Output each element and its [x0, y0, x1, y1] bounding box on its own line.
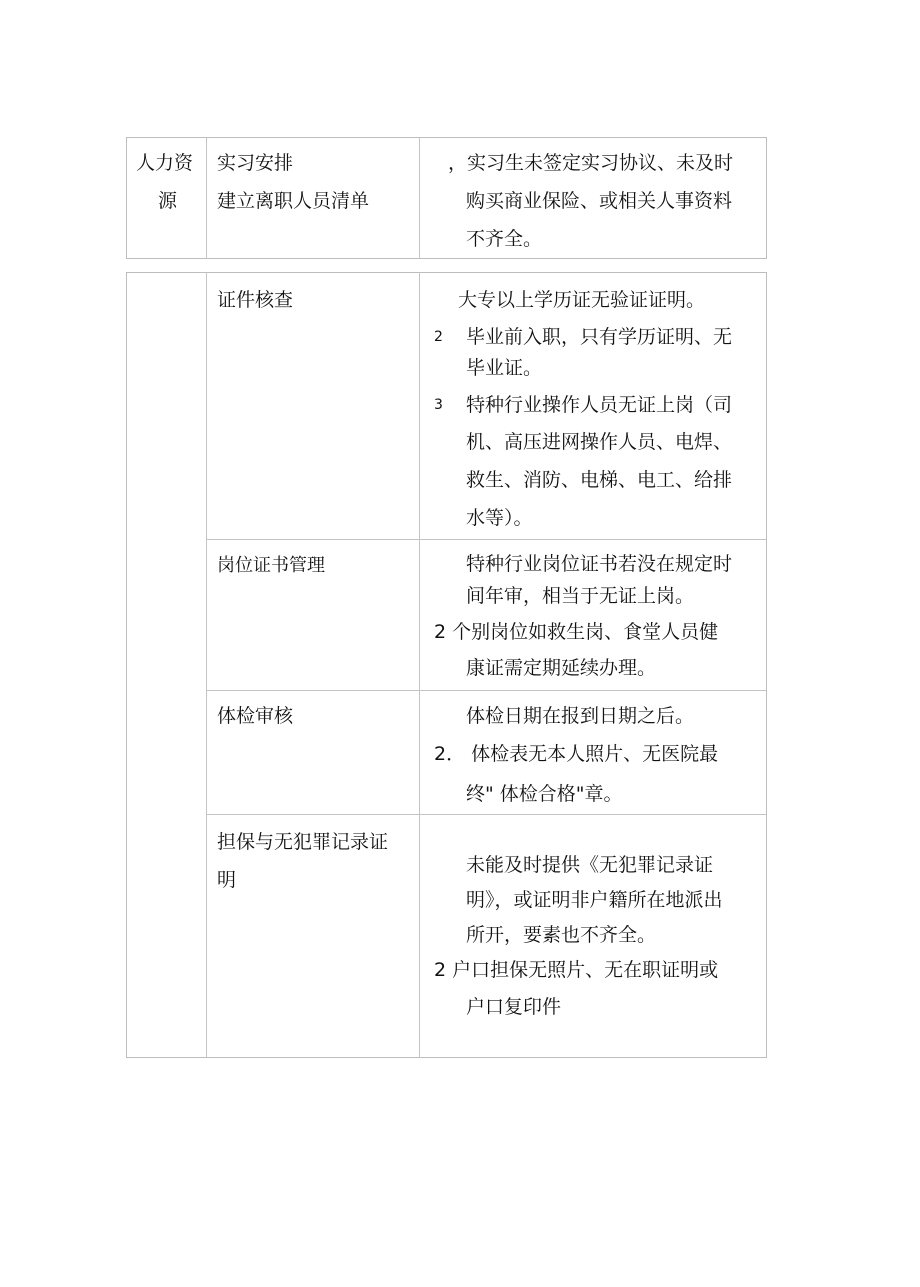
table-main-divider-2 [419, 272, 420, 1058]
risk-text-line: ，实习生未签定实习协议、未及时 [448, 152, 734, 174]
row-separator [206, 539, 766, 540]
risk-text-line: 毕业前入职，只有学历证明、无 [466, 326, 733, 348]
table-top-divider-1 [206, 137, 207, 259]
table-top-divider-2 [419, 137, 420, 259]
risk-text-line: 康证需定期延续办理。 [466, 657, 657, 679]
risk-text-line: 终" 体检合格"章。 [466, 783, 623, 805]
category-label-line1: 人力资 [136, 152, 194, 174]
risk-text-line: 未能及时提供《无犯罪记录证 [466, 854, 714, 876]
row-separator [206, 690, 766, 691]
risk-text-line: 救生、消防、电梯、电工、给排 [466, 469, 733, 491]
risk-text-line: 毕业证。 [466, 357, 543, 379]
risk-text-line: 购买商业保险、或相关人事资料 [466, 190, 733, 212]
item-internship: 实习安排 [217, 152, 294, 174]
risk-text-line: 特种行业岗位证书若没在规定时 [466, 553, 733, 575]
list-marker: 3 [434, 397, 443, 413]
item-certificate-check: 证件核查 [217, 289, 294, 311]
item-post-certificate: 岗位证书管理 [217, 555, 325, 576]
risk-text-line: 2 户口担保无照片、无在职证明或 [434, 959, 719, 981]
item-resignation-list: 建立离职人员清单 [217, 190, 370, 212]
risk-text-line: 所开，要素也不齐全。 [466, 924, 657, 946]
risk-text-line: 水等）。 [466, 507, 533, 529]
row-separator [206, 814, 766, 815]
item-guarantee-record-line2: 明 [217, 869, 237, 891]
risk-text-line: 不齐全。 [466, 228, 543, 250]
risk-text-line: 体检日期在报到日期之后。 [466, 705, 695, 727]
risk-text-line: 2 个别岗位如救生岗、食堂人员健 [434, 621, 719, 643]
category-label-line2: 源 [158, 190, 178, 212]
risk-text-line: 2． 体检表无本人照片、无医院最 [434, 743, 719, 765]
risk-text-line: 间年审，相当于无证上岗。 [466, 585, 695, 607]
risk-text-line: 机、高压进网操作人员、电焊、 [466, 431, 733, 453]
list-marker: 2 [434, 329, 443, 345]
item-guarantee-record: 担保与无犯罪记录证 [217, 831, 389, 853]
risk-text-line: 户口复印件 [466, 996, 562, 1018]
risk-text-line: 大专以上学历证无验证证明。 [458, 289, 706, 311]
table-main-divider-1 [206, 272, 207, 1058]
table-main [126, 272, 767, 1058]
item-medical-check: 体检审核 [217, 705, 294, 727]
risk-text-line: 特种行业操作人员无证上岗（司 [466, 394, 733, 416]
risk-text-line: 明》，或证明非户籍所在地派出 [466, 889, 723, 911]
